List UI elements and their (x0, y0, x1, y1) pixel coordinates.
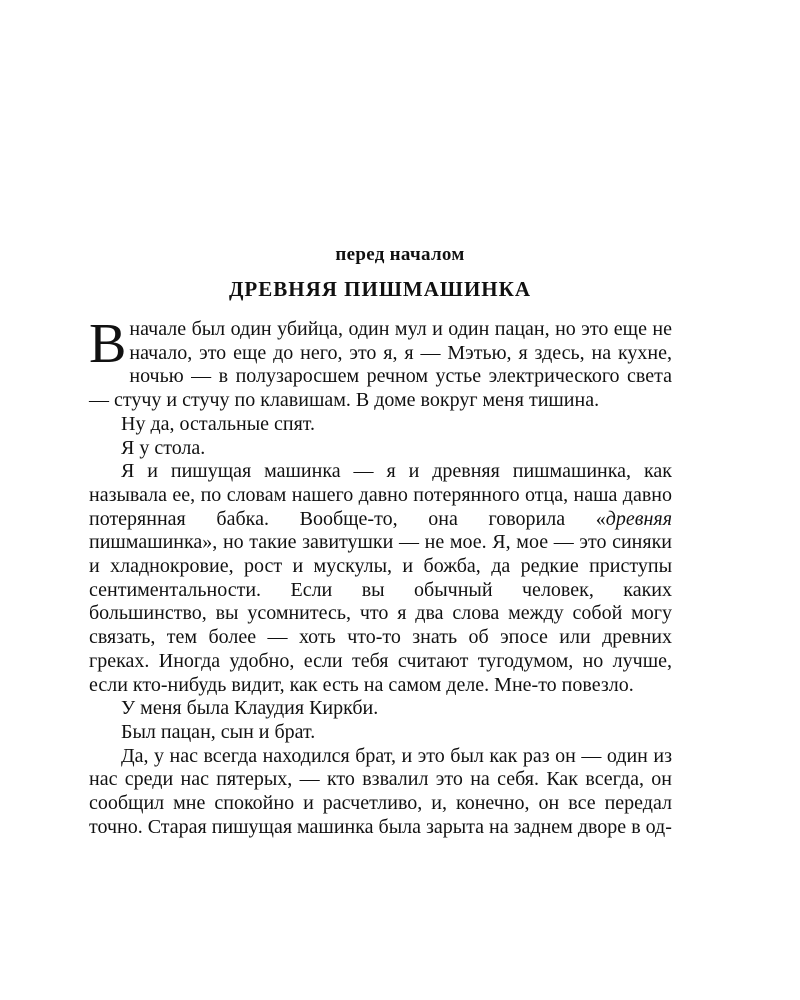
paragraph-7: Да, у нас всегда находился брат, и это был как раз он — один из нас среди нас пятерых, — кто взвалил это на себя. Как всегда, он сообщил мне спокойно и расчетливо, и, конечно, он все передал точно. Старая пишущая машинка была зарыта на заднем дворе в од- (89, 744, 672, 838)
paragraph-4-italic: древняя (605, 507, 672, 530)
drop-cap: В (89, 313, 127, 375)
paragraph-4 (89, 460, 672, 697)
paragraph-2: Ну да, остальные спят. (121, 412, 316, 435)
chapter-title: ДРЕВНЯЯ ПИШМАШИНКА (228, 277, 532, 301)
paragraph-4-text-start: Я и пишущая машинка — я и древняя пишмашинка, как называла ее, по словам нашего давно потерянного отца, наша давно потерянная бабка. Вообще-то, она говорила « (89, 460, 672, 530)
body-text (89, 313, 672, 839)
paragraph-3: Я у стола. (121, 436, 206, 459)
chapter-kicker: перед началом (335, 244, 465, 265)
paragraph-6: Был пацан, сын и брат. (121, 720, 316, 743)
paragraph-1-text: начале был один убийца, один мул и один пацан, но это еще не начало, это еще до него, это я, я — Мэтью, я здесь, на кухне, ночью — в полузаросшем речном устье электрического света — стучу и стучу по клавишам. В доме вокруг меня тишина. (89, 318, 672, 412)
paragraph-5: У меня была Клаудия Киркби. (121, 697, 379, 720)
paragraph-4-text-end: пишмашинка», но такие завитушки — не мое. Я, мое — это синяки и хладнокровие, рост и мускулы, и божба, да редкие приступы сентиментальности. Если вы обычный человек, каких большинство, вы усомнитесь, что я два слова между собой могу связать, тем более — хоть что-то знать об эпосе или древних греках. Иногда удобно, если тебя считают тугодумом, но лучше, если кто-нибудь видит, как есть на самом деле. Мне-то повезло. (89, 531, 672, 696)
paragraph-1 (89, 313, 672, 413)
